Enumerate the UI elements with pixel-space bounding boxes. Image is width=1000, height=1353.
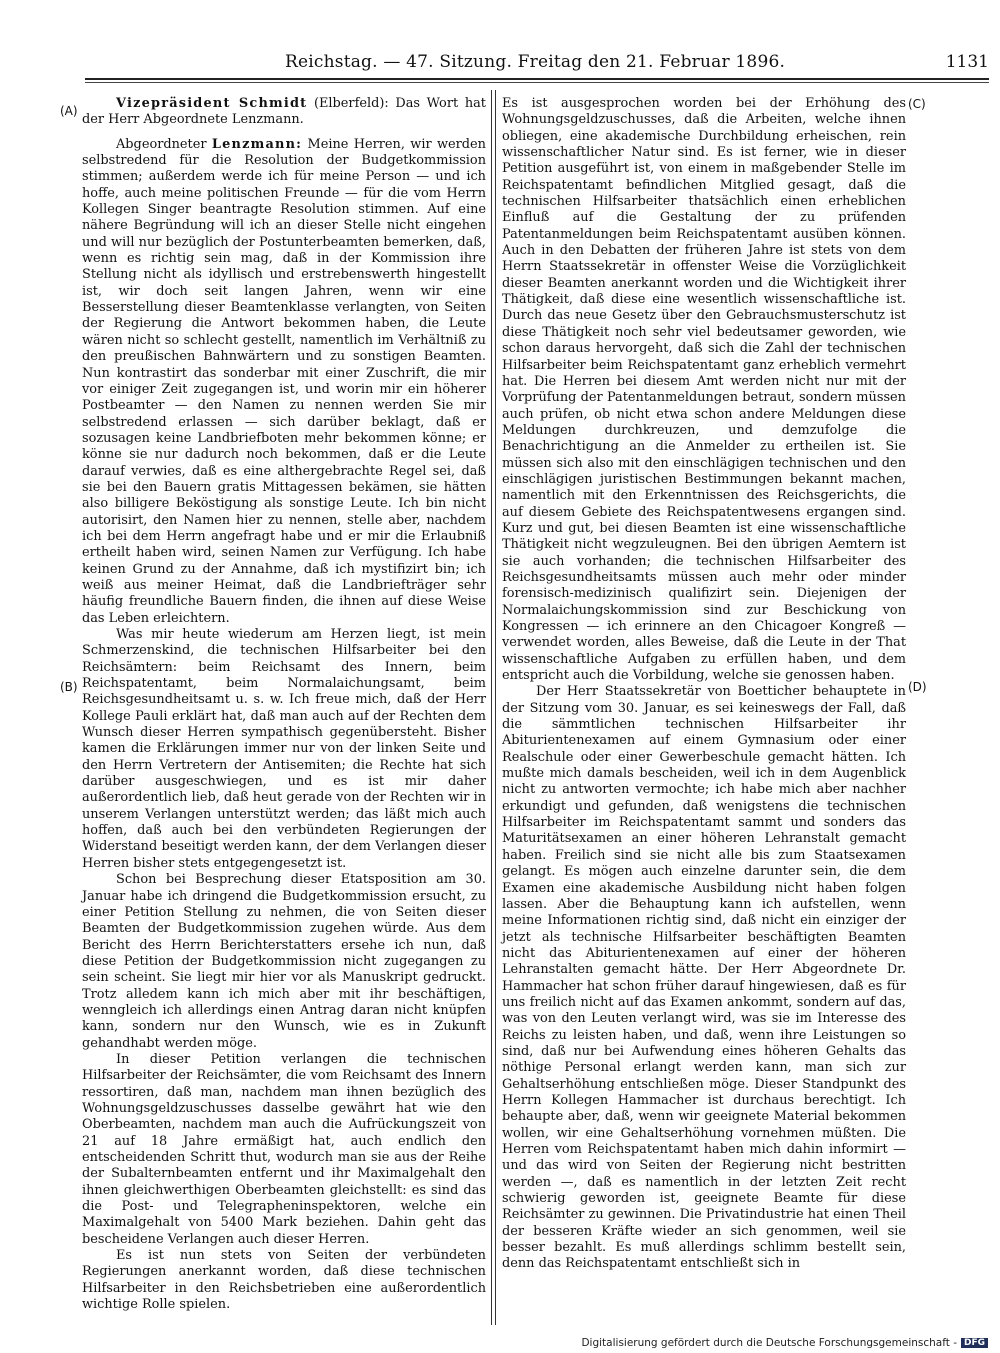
right-column [502, 96, 906, 1273]
paragraph-text: Meine Herren, wir werden selbstredend für die Resolution der Budgetkommission stimmen; außerdem werde ich für meine Person — und ich hoffe, auch meine politischen Freunde — für die vom Herrn Kollegen Singer beantragte Resolution stimmen. Auf eine nähere Begründung will ich an dieser Stelle nicht eingehen und will nur bezüglich der Postunterbeamten bemerken, daß, wenn es richtig sein mag, daß in der Kommission ihre Stellung nicht als idyllisch und erstrebenswerth hingestellt ist, wir doch seit langen Jahren, wenn wir eine Besserstellung dieser Beamtenklasse verlangten, von Seiten der Regierung die Antwort bekommen haben, die Leute wären nicht so schlecht gestellt, namentlich im Verhältniß zu den preußischen Bahnwärtern und zu sonstigen Beamten. Nun kontrastirt das sonderbar mit einer Zuschrift, die mir vor einiger Zeit zugegangen ist, und worin mir ein höherer Postbeamter — den Namen zu nennen werden Sie mir selbstredend erlassen — sich darüber beklagt, daß er sozusagen keine Landbriefboten mehr bekommen könne; er könne sie nur dadurch noch bekommen, daß er die Leute darauf verwies, daß es eine althergebrachte Regel sei, daß sie bei den Bauern gratis Mittagessen bekämen, sie hätten also billigere Beköstigung als sonstige Leute. Ich bin nicht autorisirt, den Namen hier zu nennen, stelle aber, nachdem ich bei dem Herrn angefragt habe und er mir die Erlaubniß ertheilt haben wird, seinen Namen zur Verfügung. Ich habe keinen Grund zu der Annahme, daß ich mystifizirt bin; ich weiß aus meiner Heimat, daß die Landbriefträger sehr häufig freundliche Bauern finden, die ihnen auf diese Weise das Leben erleichtern. [82, 136, 486, 626]
header-rule [85, 78, 989, 80]
paragraph: Es ist nun stets von Seiten der verbündeten Regierungen anerkannt worden, daß diese technischen Hilfsarbeiter in den Reichsbetrieben eine außerordentlich wichtige Rolle spielen. [82, 1248, 486, 1313]
paragraph-text: (Elberfeld): Das Wort hat der Herr Abgeordnete Lenzmann. [82, 96, 486, 128]
paragraph: Der Herr Staatssekretär von Boetticher behauptete in der Sitzung vom 30. Januar, es sei keineswegs der Fall, daß die sämmtlichen technischen Hilfsarbeiter ihr Abiturientenexamen auf einem Gymnasium oder einer Realschule oder einer Gewerbeschule gemacht hätten. Ich mußte mich damals bescheiden, weil ich in dem Augenblick nicht zu antworten vermochte; ich habe mich aber nachher erkundigt und gefunden, daß wenigstens die technischen Hilfsarbeiter im Reichspatentamt sammt und sonders das Maturitätsexamen an einer höheren Lehranstalt gemacht haben. Freilich sind sie nicht alle bis zum Staatsexamen gelangt. Es mögen auch einzelne darunter sein, die dem Examen eine akademische Ausbildung nicht haben folgen lassen. Aber die Behauptung kann ich aufstellen, wenn meine Informationen richtig sind, daß nicht ein einziger der jetzt als technische Hilfsarbeiter beschäftigten Beamten nicht das Abiturientenexamen auf einer der höheren Lehranstalten gemacht hätte. Der Herr Abgeordnete Dr. Hammacher hat schon früher darauf hingewiesen, daß es für uns freilich nicht auf das Examen ankommt, sondern auf das, was von den Leuten verlangt wird, was sie im Interesse des Reichs zu leisten haben, und daß, wenn ihre Leistungen so sind, daß nur bei Aufwendung eines höheren Gehalts das nöthige Personal erlangt werden kann, man sich zur Gehaltserhöhung entschließen möge. Dieser Standpunkt des Herrn Kollegen Hammacher ist durchaus berechtigt. Ich behaupte aber, daß, wenn wir geeignete Material bekommen wollen, wir eine Gehaltserhöhung vornehmen müßten. Die Herren vom Reichspatentamt haben mich dahin informirt — und das wird von Seiten der Regierung nicht bestritten werden —, daß es namentlich in der letzten Zeit recht schwierig geworden ist, geeignete Beamte für diese Reichsämter zu gewinnen. Die Privatindustrie hat einen Theil der besseren Kräfte wieder an sich genommen, weil sie besser bezahlt. Es muß allerdings schlimm bestellt sein, denn das Reichspatentamt entschließt sich in [502, 684, 906, 1272]
speaker-title: Abgeordneter [116, 136, 212, 152]
left-column [82, 96, 486, 1313]
page-header [85, 52, 989, 78]
paragraph [82, 137, 486, 627]
margin-marker-c: (C) [908, 97, 926, 111]
margin-marker-a: (A) [60, 104, 78, 118]
paragraph: Was mir heute wiederum am Herzen liegt, ist mein Schmerzenskind, die technischen Hilfsarbeiter bei den Reichsämtern: beim Reichsamt des Innern, beim Reichspatentamt, beim Normalaichungsamt, beim Reichsgesundheitsamt u. s. w. Ich freue mich, daß der Herr Kollege Pauli erklärt hat, daß man auch auf der Rechten dem Wunsch dieser Herren sympathisch gegenübersteht. Bisher kamen die Erklärungen immer nur von der linken Seite und den Herrn Vertretern der Antisemiten; die Rechte hat sich darüber ausgeschwiegen, und es ist mir daher außerordentlich lieb, daß heut gerade von der Rechten wir in unserem Verlangen unterstützt werden; das läßt mich auch hoffen, daß auch bei den verbündeten Regierungen der Widerstand beseitigt werden kann, der dem Verlangen dieser Herren bisher stets entgegengesetzt ist. [82, 627, 486, 871]
paragraph: Schon bei Besprechung dieser Etatsposition am 30. Januar habe ich dringend die Budgetkommission ersucht, zu einer Petition Stellung zu nehmen, die von Seiten dieser Beamten der Budgetkommission zugehen würde. Aus dem Bericht des Herrn Berichterstatters ersehe ich nun, daß diese Petition der Budgetkommission nicht zugegangen zu sein scheint. Sie liegt mir hier vor als Manuskript gedruckt. Trotz alledem kann ich mich aber mit ihr beschäftigen, wenngleich ich allerdings einen Antrag daran nicht knüpfen kann, sondern nur den Wunsch, wie es in Zukunft gehandhabt werden möge. [82, 872, 486, 1051]
running-title: Reichstag. — 47. Sitzung. Freitag den 21. Februar 1896. [285, 52, 786, 72]
speaker-name: Vizepräsident Schmidt [116, 96, 308, 111]
credit-text: Digitalisierung gefördert durch die Deutsche Forschungsgemeinschaft - [581, 1337, 957, 1349]
column-divider-double [495, 90, 496, 1325]
column-divider [491, 90, 492, 1325]
page-number: 1131 [945, 52, 989, 72]
paragraph: Es ist ausgesprochen worden bei der Erhöhung des Wohnungsgeldzuschusses, daß die Arbeiten, welche ihnen obliegen, eine akademische Durchbildung erheischen, rein wissenschaftlicher Natur sind. Es ist ferner, wie in dieser Petition ausgeführt ist, von einem in maßgebender Stelle im Reichspatentamt befindlichen Mitglied gesagt, daß die technischen Hilfsarbeiter thatsächlich einen erheblichen Einfluß auf die Gestaltung der zu prüfenden Patentanmeldungen beim Reichspatentamt ausüben können. Auch in den Debatten der früheren Jahre ist stets von dem Herrn Staatssekretär in offenster Weise die Vorzüglichkeit dieser Beamten anerkannt worden und die Wichtigkeit ihrer Thätigkeit, daß diese eine wesentlich wissenschaftliche ist. Durch das neue Gesetz über den Gebrauchsmusterschutz ist diese Thätigkeit noch sehr viel bedeutsamer geworden, wie schon daraus hervorgeht, daß sich die Zahl der technischen Hilfsarbeiter beim Reichspatentamt ganz erheblich vermehrt hat. Die Herren bei diesem Amt werden nicht nur mit der Vorprüfung der Patentanmeldungen betraut, sondern müssen auch prüfen, ob nicht etwa schon andere Meldungen diese Meldungen durchkreuzen, und demzufolge die Benachrichtigung an die Anmelder zu ertheilen ist. Sie müssen sich also mit den einschlägigen technischen und den einschlägigen juristischen Bestimmungen bekannt machen, namentlich mit den Erkenntnissen des Reichsgerichts, die auf diesem Gebiete des Reichspatentwesens ergangen sind. Kurz und gut, bei diesen Beamten ist eine wissenschaftliche Thätigkeit nicht wegzuleugnen. Bei den übrigen Aemtern ist sie auch vorhanden; die technischen Hilfsarbeiter des Reichsgesundheitsamts müssen auch mehr oder minder forensisch-medizinisch qualifizirt sein. Diejenigen der Normalaichungskommission sind zur Beschickung von Kongressen — ich erinnere an den Chicagoer Kongreß — verwendet worden, alles Beweise, daß die Leute in der That wissenschaftliche Aufgaben zu erfüllen haben, und dem entspricht auch die Vorbildung, welche sie genossen haben. [502, 96, 906, 684]
dfg-logo: DFG [961, 1338, 988, 1348]
margin-marker-d: (D) [908, 680, 927, 694]
speaker-name: Lenzmann: [211, 136, 303, 152]
paragraph [82, 96, 486, 129]
margin-marker-b: (B) [60, 680, 78, 694]
paragraph: In dieser Petition verlangen die technischen Hilfsarbeiter der Reichsämter, die vom Reichsamt des Innern ressortiren, daß man, nachdem man ihnen bezüglich des Wohnungsgeldzuschusses dasselbe gewährt hat wie den Oberbeamten, nachdem man auch die Aufrückungszeit von 21 auf 18 Jahre ermäßigt hat, auch endlich den entscheidenden Schritt thut, wodurch man sie aus der Reihe der Subalternbeamten entfernt und ihr Maximalgehalt den ihnen gleichwerthigen Oberbeamten gleichstellt: es sind das die Post- und Telegrapheninspektoren, welche ein Maximalgehalt von 5400 Mark beziehen. Dahin geht das bescheidene Verlangen auch dieser Herren. [82, 1051, 486, 1247]
header-rule-thin [85, 82, 989, 83]
digitization-credit [581, 1337, 988, 1351]
